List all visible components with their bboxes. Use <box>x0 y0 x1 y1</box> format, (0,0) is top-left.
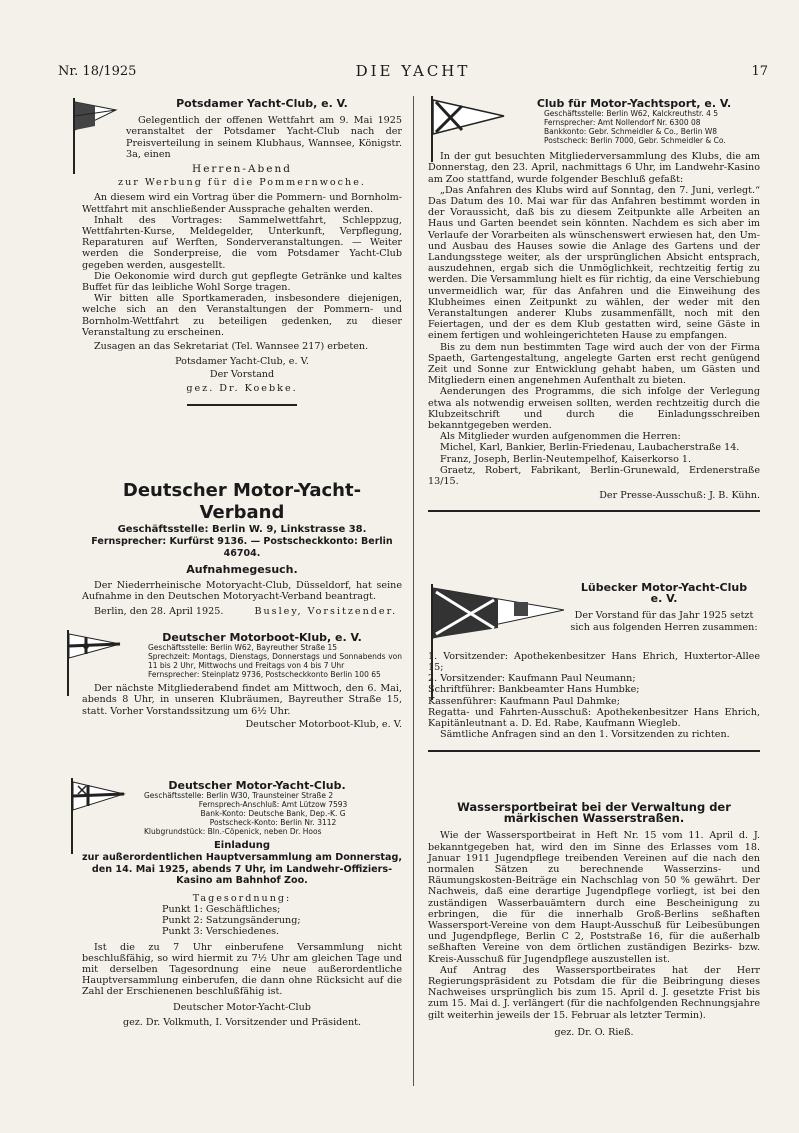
dmbk-club-flag-icon <box>64 628 124 698</box>
cms-info1: Geschäftsstelle: Berlin W62, Kalckreuthstr. 4 5 <box>544 109 719 119</box>
dmyc-club-flag-icon <box>68 776 128 856</box>
wsb-p2: Auf Antrag des Wassersportbeirates hat der Herr Regierungspräsident zu Potsdam die für die Beibringung dieses Nachweises ursprünglich bis zum 15. April d. J. gesetzte Frist bis zum 15. Mai d. J. verlängert (für die nachfolgenden Rechnungsjahre gilt weiterhin jeweils der 15. Februar als letzter Termin). <box>428 964 760 1021</box>
section-rule <box>428 510 760 512</box>
lyc-line1: 1. Vorsitzender: Apothekenbesitzer Hans Ehrich, Huxtertor-Allee 15; <box>428 650 760 674</box>
page-header <box>58 62 768 84</box>
potsdam-p4: Wir bitten alle Sportkameraden, insbesondere diejenigen, welche sich an den Veranstaltungen der Pommern- und Bornholm-Wettfahrt zu beteiligen gedenken, zu dieser Veranstaltung zu erscheinen. <box>82 293 402 338</box>
dmbk-title: Deutscher Motorboot-Klub, e. V. <box>162 631 362 644</box>
cms-member2: Franz, Joseph, Berlin-Neutempelhof, Kaiserkorso 1. <box>440 453 692 465</box>
potsdam-club-flag-icon <box>70 96 120 176</box>
potsdam-p2: Inhalt des Vortrages: Sammelwettfahrt, Schleppzug, Wettfahrten-Kurse, Meldegelder, Unterkunft, Verpflegung, Reparaturen auf Werften, Sonderveranstaltungen. — Weiter werden die Sonderpreise, die vom Potsdamer Yacht-Club gegeben werden, ausgestellt. <box>82 214 402 271</box>
cms-title: Club für Motor-Yachtsport, e. V. <box>536 97 732 110</box>
lyc-intro: Der Vorstand für das Jahr 1925 setzt sich aus folgenden Herren zusammen: <box>570 610 758 633</box>
dmyv-date: Berlin, den 28. April 1925. <box>94 606 224 618</box>
dmbk-sig: Deutscher Motorboot-Klub, e. V. <box>245 718 402 730</box>
lyc-text: Sämtliche Anfragen sind an den 1. Vorsitzenden zu richten. <box>440 729 730 741</box>
lyc-title1: Lübecker Motor-Yacht-Club <box>580 581 748 594</box>
lyc-line2: 2. Vorsitzender: Kaufmann Paul Neumann; <box>428 673 636 685</box>
issue-number: Nr. 18/1925 <box>58 64 137 79</box>
potsdam-purpose: zur Werbung für die Pommernwoche. <box>118 177 366 189</box>
cms-p5: Als Mitglieder wurden aufgenommen die Herren: <box>440 431 681 443</box>
potsdam-p1: An diesem wird ein Vortrag über die Pommern- und Bornholm-Wettfahrt mit anschließender Aussprache gehalten werden. <box>82 192 402 215</box>
wsb-notice <box>428 802 760 1038</box>
potsdam-sig1: Potsdamer Yacht-Club, e. V. <box>175 356 309 368</box>
dmyc-info3: Bank-Konto: Deutsche Bank, Dep.-K. G <box>200 809 346 819</box>
potsdam-sig2: Der Vorstand <box>209 369 275 381</box>
dmyc-info5: Klubgrundstück: Bln.-Cöpenick, neben Dr. Hoos <box>144 827 322 837</box>
wsb-title1: Wassersportbeirat bei der Verwaltung der <box>457 800 731 814</box>
lyc-line3: Schriftführer: Bankbeamter Hans Humbke; <box>428 684 640 696</box>
lyc-title2: e. V. <box>650 592 678 606</box>
dmyc-point1: Punkt 1: Geschäftliches; <box>162 903 281 915</box>
potsdam-notice <box>82 98 402 406</box>
dmyc-invitation: zur außerordentlichen Hauptversammlung am Donnerstag, den 14. Mai 1925, abends 7 Uhr, im Landwehr-Offiziers-Kasino am Bahnhof Zoo. <box>82 852 402 887</box>
dmyc-text: Ist die zu 7 Uhr einberufene Versammlung nicht beschlußfähig, so wird hiermit zu 7½ Uhr am gleichen Tage und mit derselben Tagesordnung eine neue außerordentliche Hauptversammlung einberufen, die dann ohne Rücksicht auf die Zahl der Erschienenen beschlußfähig ist. <box>82 941 402 998</box>
dmyc-notice <box>82 780 402 1028</box>
cms-notice <box>428 98 760 512</box>
dmyc-agenda-title: Tagesordnung: <box>192 892 292 904</box>
section-rule <box>428 750 760 752</box>
wsb-p1: Wie der Wassersportbeirat in Heft Nr. 15 vom 11. April d. J. bekanntgegeben hat, wird den im Sinne des Erlasses vom 18. Januar 1911 Jugendpflege treibenden Vereinen auf die nach den normalen Sätzen zu berechnende Wasserzins- und Räumungskosten-Beiträge ein Nachschlag von 50 % gewährt. Der Nachweis, daß eine derartige Jugendpflege vorliegt, ist bei den zuständigen Wasserbauämtern durch eine Bescheinigung zu erbringen, die für die innerhalb Groß-Berlins seßhaften Wassersport-Vereine von dem Haupt-Ausschuß für Leibesübungen und Jugendpflege, Berlin C 2, Poststraße 16, für die außerhalb seßhaften Vereine von dem örtlichen zuständigen Bezirks- bzw. Kreis-Ausschuß für Jugendpflege auszustellen ist. <box>428 830 760 965</box>
potsdam-title: Potsdamer Yacht-Club, e. V. <box>176 97 348 110</box>
page-number: 17 <box>751 64 768 79</box>
dmyv-subtitle: Aufnahmegesuch. <box>186 563 298 576</box>
lyc-line4: Kassenführer: Kaufmann Paul Dahmke; <box>428 695 620 707</box>
cms-member1: Michel, Karl, Bankier, Berlin-Friedenau, Laubacherstraße 14. <box>440 442 740 454</box>
dmbk-info3: Fernsprecher: Steinplatz 9736, Postscheckkonto Berlin 100 65 <box>148 670 381 680</box>
cms-member3: Graetz, Robert, Fabrikant, Berlin-Grunewald, Erdenerstraße 13/15. <box>428 464 760 488</box>
dmyc-sig2: gez. Dr. Volkmuth, I. Vorsitzender und Präsident. <box>122 1016 362 1028</box>
column-divider <box>413 96 414 1086</box>
dmyc-einladung: Einladung <box>213 840 271 852</box>
dmyv-title: Deutscher Motor-Yacht-Verband <box>122 480 362 523</box>
cms-sig: Der Presse-Ausschuß: J. B. Kühn. <box>599 490 760 502</box>
dmyv-notice <box>82 480 402 618</box>
dmyv-phone: Fernsprecher: Kurfürst 9136. — Postscheckkonto: Berlin 46704. <box>91 536 393 559</box>
lyc-line5: Regatta- und Fahrten-Ausschuß: Apothekenbesitzer Hans Ehrich, Kapitänleutnant a. D. Ed. Rabe, Kaufmann Wiegleb. <box>428 706 760 730</box>
potsdam-event: Herren-Abend <box>192 163 292 176</box>
dmyc-info2: Fernsprech-Anschluß: Amt Lützow 7593 <box>198 800 348 810</box>
journal-title: DIE YACHT <box>355 62 471 80</box>
potsdam-p5: Zusagen an das Sekretariat (Tel. Wannsee 217) erbeten. <box>94 341 369 353</box>
dmyv-text: Der Niederrheinische Motoryacht-Club, Düsseldorf, hat seine Aufnahme in den Deutschen Motoryacht-Verband beantragt. <box>82 580 402 603</box>
wsb-title2: märkischen Wasserstraßen. <box>503 811 685 826</box>
potsdam-intro: Gelegentlich der offenen Wettfahrt am 9. Mai 1925 veranstaltet der Potsdamer Yacht-Club nach der Preisverteilung in seinem Klubhaus, Wannsee, Königstr. 3a, einen <box>126 115 402 160</box>
section-rule <box>187 404 297 406</box>
dmyc-title: Deutscher Motor-Yacht-Club. <box>168 779 346 792</box>
dmyc-sig1: Deutscher Motor-Yacht-Club <box>173 1001 311 1013</box>
cms-p2: „Das Anfahren des Klubs wird auf Sonntag, den 7. Juni, verlegt.“ Das Datum des 10. Mai war für das Anfahren bestimmt worden in der Voraussicht, daß bis zu diesem Zeitpunkte alle Arbeiten an Haus und Garten beendet sein könnten. Nachdem es sich aber im Verlaufe der Vorarbeiten als wünschenswert erwiesen hat, den Um- und Ausbau des Hauses sowie die Anlage des Gartens und der Landungsstege weiter, als der ursprünglichen Absicht entsprach, auszudehnen, ergab sich die Unmöglichkeit, rechtzeitig fertig zu werden. Die Versammlung hielt es für richtig, da eine Verschiebung unvermeidlich war, für das Anfahren und die Einweihung des Klubheimes einen Zeitpunkt zu wählen, der weder mit den Veranstaltungen anderer Klubs zusammenfällt, noch mit den Feiertagen, und der es dem Klub gestatten wird, seine Gäste in einem fertigen und wohleingerichteten Hause zu empfangen. <box>428 184 760 342</box>
potsdam-sig3: gez. Dr. Koebke. <box>186 382 298 394</box>
dmyc-info1: Geschäftsstelle: Berlin W30, Traunsteiner Straße 2 <box>144 791 334 801</box>
wsb-sig: gez. Dr. O. Rieß. <box>554 1026 634 1038</box>
dmbk-info2: Sprechzeit: Montags, Dienstags, Donnerstags und Sonnabends von 11 bis 2 Uhr, Mittwochs und Freitags von 4 bis 7 Uhr <box>148 652 402 671</box>
dmyv-address: Geschäftsstelle: Berlin W. 9, Linkstrasse 38. <box>117 524 367 535</box>
cms-p1: In der gut besuchten Mitgliederversammlung des Klubs, die am Donnerstag, den 23. April, nachmittags 6 Uhr, im Landwehr-Kasino am Zoo stattfand, wurde folgender Beschluß gefaßt: <box>428 151 760 185</box>
cms-p3: Bis zu dem nun bestimmten Tage wird auch der von der Firma Spaeth, Gartengestaltung, angelegte Garten erst recht genügend Zeit und Sonne zur Entwicklung gehabt haben, um Gästen und Mitgliedern einen angenehmen Aufenthalt zu bieten. <box>428 341 760 387</box>
dmyc-point2: Punkt 2: Satzungsänderung; <box>162 915 301 927</box>
cms-info2: Fernsprecher: Amt Nollendorf Nr. 6300 08 <box>544 118 701 128</box>
dmyv-sig: Busley, Vorsitzender. <box>254 606 398 618</box>
dmyc-info4: Postscheck-Konto: Berlin Nr. 3112 <box>209 818 337 828</box>
cms-club-flag-icon <box>428 94 508 164</box>
lyc-notice <box>428 582 760 752</box>
dmbk-notice <box>82 632 402 730</box>
dmbk-info1: Geschäftsstelle: Berlin W62, Bayreuther Straße 15 <box>148 643 338 653</box>
potsdam-p3: Die Oekonomie wird durch gut gepflegte Getränke und kaltes Buffet für das leibliche Wohl Sorge tragen. <box>82 270 402 294</box>
lyc-club-flag-icon <box>428 582 568 702</box>
dmyc-point3: Punkt 3: Verschiedenes. <box>162 926 280 938</box>
cms-info4: Postscheck: Berlin 7000, Gebr. Schmeidler & Co. <box>544 136 726 146</box>
cms-p4: Aenderungen des Programms, die sich infolge der Verlegung etwa als notwendig erweisen sollten, werden rechtzeitig durch die Klubzeitschrift und durch die Einladungsschreiben bekanntgegeben werden. <box>428 386 760 432</box>
cms-info3: Bankkonto: Gebr. Schmeidler & Co., Berlin W8 <box>544 127 718 137</box>
dmbk-text: Der nächste Mitgliederabend findet am Mittwoch, den 6. Mai, abends 8 Uhr, in unseren Klubräumen, Bayreuther Straße 15, statt. Vorher Vorstandssitzung um 6½ Uhr. <box>82 683 402 717</box>
